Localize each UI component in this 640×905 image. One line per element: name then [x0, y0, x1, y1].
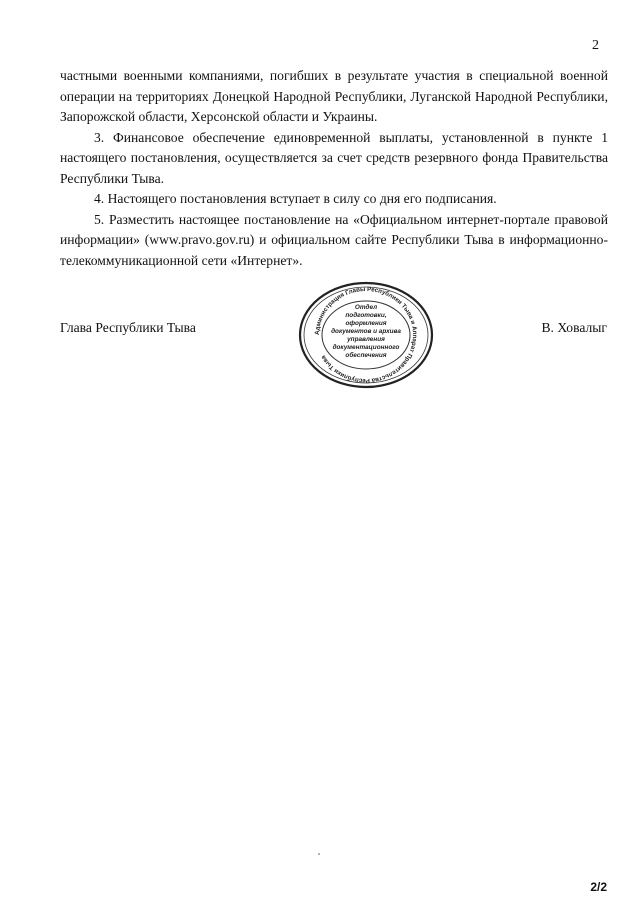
stamp-line: документационного: [332, 344, 400, 351]
page-counter: 2/2: [590, 880, 607, 894]
stamp-line: Отдел: [354, 304, 378, 311]
paragraph-4: 4. Настоящего постановления вступает в силу со дня его подписания.: [94, 191, 497, 206]
official-stamp: [296, 281, 436, 391]
document-body: [60, 66, 608, 271]
paragraph-continuation: частными военными компаниями, погибших в результате участия в специальной военной операции на территориях Донецкой Народной Республики, Луганской Народной Республики, Запорожской области, Херсонской области и Украины.: [60, 68, 608, 124]
stamp-line: управления: [347, 336, 385, 343]
stamp-line: подготовки,: [345, 312, 387, 319]
paragraph-5: 5. Разместить настоящее постановление на «Официальном интернет-портале правовой информации» (www.pravo.gov.ru) и официальном сайте Республики Тыва в информационно-телекоммуникационной сети «Интернет».: [60, 211, 608, 268]
stamp-line: оформления: [345, 320, 387, 327]
scan-speck: [318, 853, 320, 855]
stamp-line: документов и архива: [331, 328, 401, 335]
page-number: 2: [592, 38, 599, 53]
signatory-name: В. Ховалыг: [541, 320, 607, 335]
stamp-line: обеспечения: [345, 352, 387, 359]
stamp-ring-text: Администрация Главы Республики Тыва и Аппарат Правительства Республики Тыва: [313, 285, 419, 385]
paragraph-3: 3. Финансовое обеспечение единовременной выплаты, установленной в пункте 1 настоящего постановления, осуществляется за счет средств резервного фонда Правительства Республики Тыва.: [60, 129, 608, 186]
signatory-position: Глава Республики Тыва: [60, 320, 196, 335]
